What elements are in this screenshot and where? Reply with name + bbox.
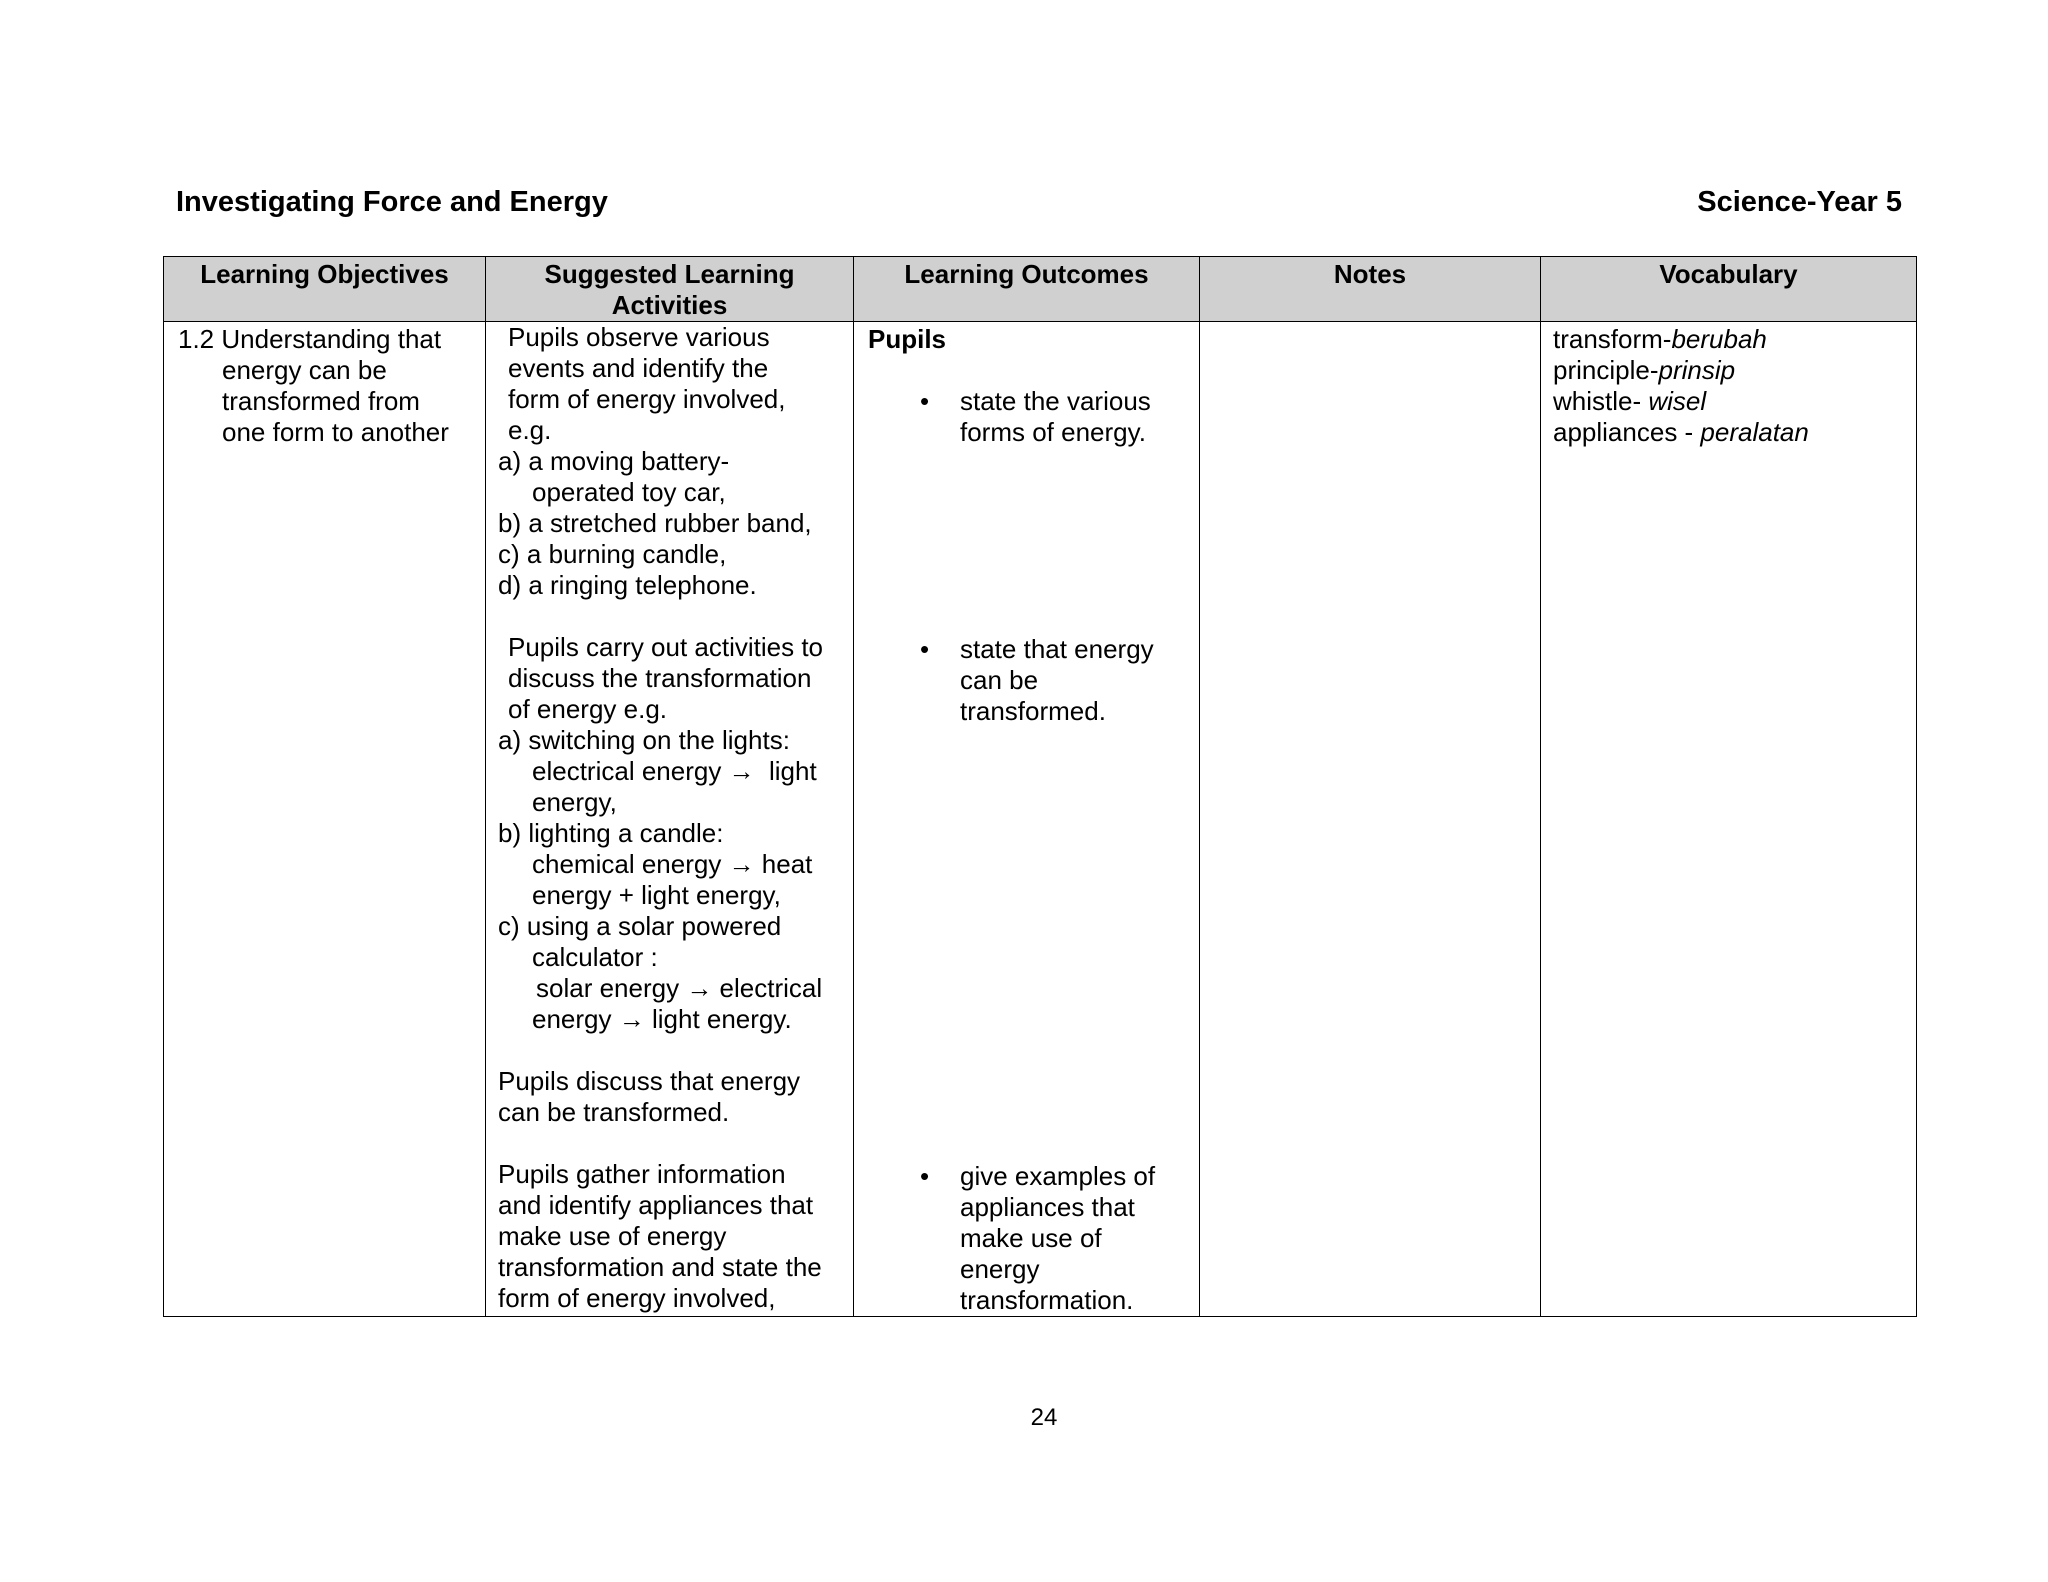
outcome-line: forms of energy. xyxy=(960,417,1146,447)
bullet-icon: • xyxy=(920,634,930,664)
arrow-right-icon: → xyxy=(728,756,755,786)
outcome-item xyxy=(868,1161,1199,1316)
activity-line: energy, xyxy=(532,787,617,817)
activity-text: light xyxy=(769,756,817,786)
vocabulary-translation: peralatan xyxy=(1700,417,1809,447)
activity-line: transformation and state the xyxy=(498,1252,822,1282)
learning-outcomes-cell xyxy=(854,322,1200,1317)
activity-line: e.g. xyxy=(508,415,552,445)
outcome-line: energy xyxy=(960,1254,1040,1284)
activity-text: electrical energy xyxy=(532,756,722,786)
activity-line: and identify appliances that xyxy=(498,1190,814,1220)
outcome-line: appliances that xyxy=(960,1192,1135,1222)
scheme-of-work-table xyxy=(163,256,1917,1317)
activity-text: energy xyxy=(532,1004,612,1034)
vocabulary-entry xyxy=(1553,386,1916,417)
outcome-line: make use of xyxy=(960,1223,1102,1253)
vocabulary-term: whistle- xyxy=(1553,386,1649,416)
document-title: Investigating Force and Energy xyxy=(176,186,608,218)
activity-text: electrical xyxy=(719,973,823,1003)
notes-cell xyxy=(1200,322,1541,1317)
activity-line: a) switching on the lights: xyxy=(498,725,790,755)
vocabulary-entry xyxy=(1553,324,1916,355)
outcomes-heading: Pupils xyxy=(868,324,947,354)
activity-line: form of energy involved, xyxy=(508,384,786,414)
activity-text: solar energy xyxy=(536,973,680,1003)
activity-line: b) a stretched rubber band, xyxy=(498,508,812,538)
objective-line: transformed from xyxy=(222,386,420,416)
learning-activities-cell xyxy=(486,322,854,1317)
outcome-item xyxy=(868,634,1199,727)
vocabulary-term: principle- xyxy=(1553,355,1659,385)
vocabulary-translation: berubah xyxy=(1671,324,1767,354)
column-header-suggested-activities: Suggested Learning Activities xyxy=(486,257,854,322)
column-header-vocabulary: Vocabulary xyxy=(1541,257,1917,322)
outcome-line: transformed. xyxy=(960,696,1106,726)
vocabulary-entry xyxy=(1553,417,1916,448)
column-header-learning-outcomes: Learning Outcomes xyxy=(854,257,1200,322)
activity-line: b) lighting a candle: xyxy=(498,818,724,848)
activity-line: Pupils gather information xyxy=(498,1159,786,1189)
arrow-right-icon: → xyxy=(728,849,755,879)
table-header-row xyxy=(164,257,1917,322)
activity-text: chemical energy xyxy=(532,849,722,879)
document-subject: Science-Year 5 xyxy=(1697,186,1902,218)
table-row xyxy=(164,322,1917,1317)
outcome-line: give examples of xyxy=(960,1161,1156,1191)
vocabulary-term: transform- xyxy=(1553,324,1672,354)
vocabulary-entry xyxy=(1553,355,1916,386)
activity-line: make use of energy xyxy=(498,1221,727,1251)
outcome-line: can be xyxy=(960,665,1039,695)
activity-text: heat xyxy=(761,849,813,879)
activity-line: events and identify the xyxy=(508,353,769,383)
activity-line: of energy e.g. xyxy=(508,694,667,724)
objective-number: 1.2 xyxy=(178,324,215,354)
activity-line: energy + light energy, xyxy=(532,880,781,910)
activity-line: can be transformed. xyxy=(498,1097,730,1127)
activity-line: operated toy car, xyxy=(532,477,726,507)
arrow-right-icon: → xyxy=(618,1004,645,1034)
activity-line: Pupils discuss that energy xyxy=(498,1066,801,1096)
vocabulary-translation: prinsip xyxy=(1658,355,1736,385)
activity-text: light energy. xyxy=(651,1004,792,1034)
learning-objective-cell xyxy=(164,322,486,1317)
column-header-learning-objectives: Learning Objectives xyxy=(164,257,486,322)
activity-line: form of energy involved, xyxy=(498,1283,776,1313)
outcome-item xyxy=(868,386,1199,448)
activity-line: calculator : xyxy=(532,942,658,972)
bullet-icon: • xyxy=(920,386,930,416)
activity-line: d) a ringing telephone. xyxy=(498,570,757,600)
bullet-icon: • xyxy=(920,1161,930,1191)
objective-line: one form to another xyxy=(222,417,449,447)
column-header-notes: Notes xyxy=(1200,257,1541,322)
vocabulary-cell xyxy=(1541,322,1917,1317)
activity-line: a) a moving battery- xyxy=(498,446,730,476)
objective-line: energy can be xyxy=(222,355,387,385)
arrow-right-icon: → xyxy=(686,973,713,1003)
objective-line: Understanding that xyxy=(221,324,442,354)
activity-line: c) a burning candle, xyxy=(498,539,727,569)
activity-line: Pupils observe various xyxy=(508,322,770,352)
activity-line: Pupils carry out activities to xyxy=(508,632,824,662)
page-number: 24 xyxy=(1030,1404,1058,1431)
activity-line: c) using a solar powered xyxy=(498,911,782,941)
outcome-line: state that energy xyxy=(960,634,1154,664)
vocabulary-term: appliances - xyxy=(1553,417,1701,447)
vocabulary-translation: wisel xyxy=(1648,386,1707,416)
activity-line: discuss the transformation xyxy=(508,663,812,693)
outcome-line: transformation. xyxy=(960,1285,1134,1315)
outcome-line: state the various xyxy=(960,386,1151,416)
